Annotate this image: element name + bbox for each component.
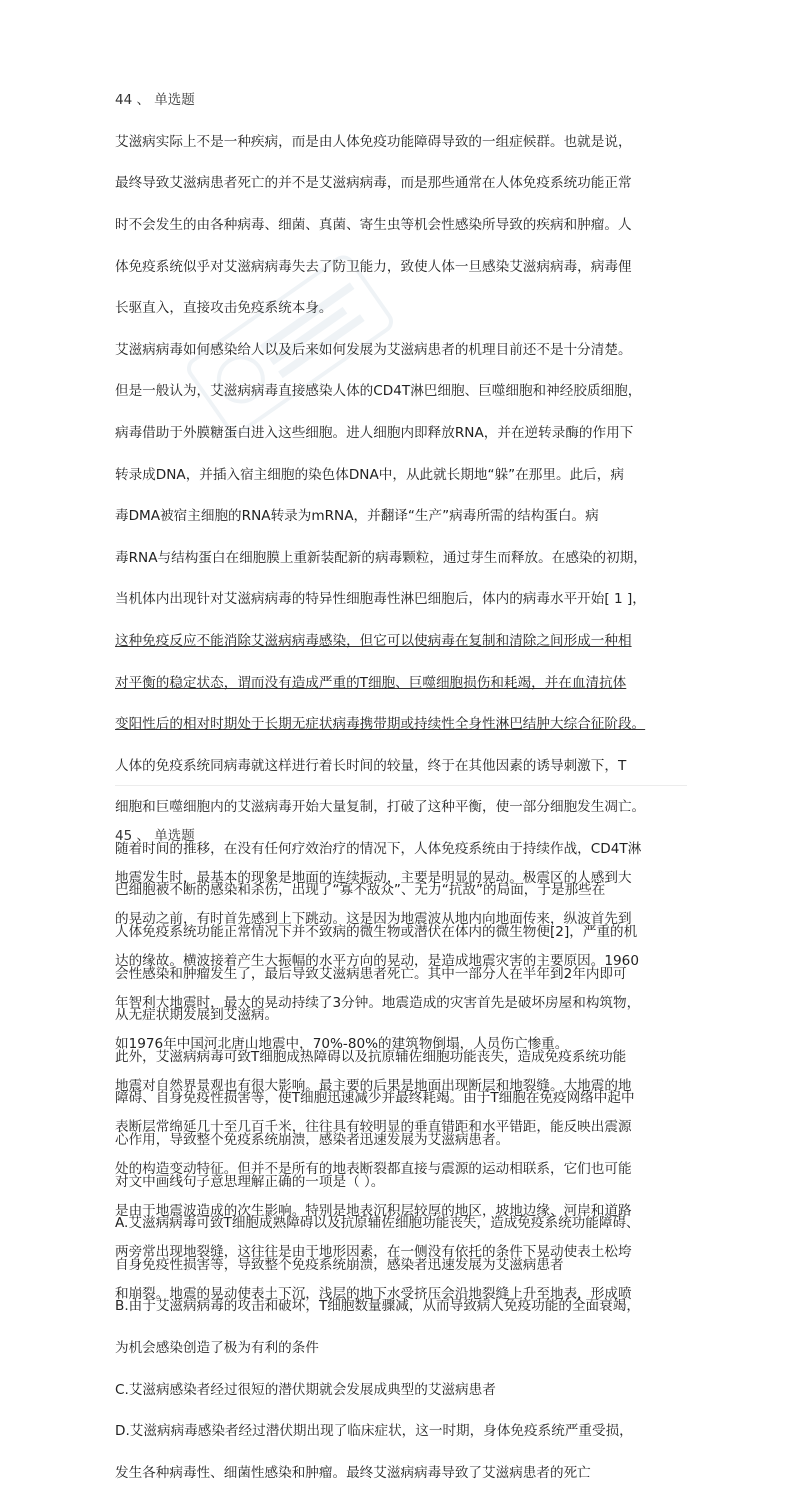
q44-line: 此外，艾滋病病毒可致T细胞成热障碍以及抗原辅佐细胞功能丧失，造成免疫系统功能: [115, 1048, 627, 1065]
question-45-header: 45 、 单选题: [115, 828, 195, 844]
q44-line: 病毒借助于外膜糖蛋白进入这些细胞。进人细胞内即释放RNA，并在逆转录酶的作用下: [115, 424, 634, 441]
q45-line: 地震发生时，最基本的现象是地面的连续振动，主要是明显的晃动。极震区的人感到大: [115, 869, 632, 886]
q44-line: 人体的免疫系统同病毒就这样进行着长时间的较量，终于在其他因素的诱导刺激下，T: [115, 757, 627, 774]
q45-line: 两旁常出现地裂缝，这往往是由于地形因素，在一侧没有依托的条件下晃动使表土松垮: [115, 1244, 632, 1261]
q44-line: 从无症状期发展到艾滋病。: [115, 1007, 279, 1024]
q44-line: 艾滋病实际上不是一种疾病，而是由人体免疫功能障碍导致的一组症候群。也就是说，: [115, 133, 632, 150]
q44-line: 但是一般认为，艾滋病病毒直接感染人体的CD4T淋巴细胞、巨噬细胞和神经胶质细胞，: [115, 383, 642, 400]
q45-line: 地震对自然界景观也有很大影响。最主要的后果是地面出现断层和地裂缝。大地震的地: [115, 1077, 632, 1094]
q44-option-d: D.艾滋病病毒感染者经过潜伏期出现了临床症状，这一时期，身体免疫系统严重受损，: [115, 1423, 633, 1440]
question-divider: [115, 785, 687, 786]
q44-line: 随着时间的推移，在没有任何疗效治疗的情况下，人体免疫系统由于持续作战，CD4T淋: [115, 840, 642, 857]
q44-underlined-line: 变阳性后的相对时期处于长期无症状病毒携带期或持续性全身性淋巴结肿大综合征阶段。: [115, 716, 646, 733]
q44-line: 人体免疫系统功能正常情况下并不致病的微生物或潜伏在体内的微生物便[2]，严重的机: [115, 924, 638, 941]
q45-line: 处的构造变动特征。但并不是所有的地表断裂都直接与震源的运动相联系，它们也可能: [115, 1160, 632, 1177]
q44-line: 心作用，导致整个免疫系统崩溃，感染者迅速发展为艾滋病患者。: [115, 1132, 510, 1149]
q44-line: 毒DMA被宿主细胞的RNA转录为mRNA，并翻译“生产”病毒所需的结构蛋白。病: [115, 508, 599, 525]
q44-line: 体免疫系统似乎对艾滋病病毒失去了防卫能力，致使人体一旦感染艾滋病病毒，病毒俚: [115, 258, 632, 275]
q44-line: 障碍、自身免疫性损害等，使T细胞迅速减少并最终耗竭。由于T细胞在免疫网络中起中: [115, 1090, 635, 1107]
q44-line: 最终导致艾滋病患者死亡的并不是艾滋病病毒，而是那些通常在人体免疫系统功能正常: [115, 175, 632, 192]
q45-line: 达的缘故。横波接着产生大振幅的水平方向的晃动，是造成地震灾害的主要原因。1960: [115, 952, 639, 969]
q44-option-b: 为机会感染创造了极为有利的条件: [115, 1340, 319, 1357]
q45-line: 如1976年中国河北唐山地震中，70%-80%的建筑物倒塌，人员伤亡惨重。: [115, 1036, 569, 1053]
q44-line: 艾滋病病毒如何感染给人以及后来如何发展为艾滋病患者的机理目前还不是十分清楚。: [115, 341, 632, 358]
q44-line: 细胞和巨噬细胞内的艾滋病毒开始大量复制，打破了这种平衡，使一部分细胞发生凋亡。: [115, 799, 646, 816]
q44-line: 长驱直入，直接攻击免疫系统本身。: [115, 300, 333, 317]
q44-option-d: 发生各种病毒性、细菌性感染和肿瘤。最终艾滋病病毒导致了艾滋病患者的死亡: [115, 1464, 591, 1481]
q44-option-b: B.由于艾滋病病毒的攻击和破坏，T细胞数量骤减，从而导致病人免疫功能的全面衰竭，: [115, 1298, 640, 1315]
q44-option-a: A.艾滋病病毒可致T细胞成熟障碍以及抗原辅佐细胞功能丧失，造成免疫系统功能障碍、: [115, 1215, 640, 1232]
q44-line: 毒RNA与结构蛋白在细胞膜上重新装配新的病毒颗粒，通过芽生而释放。在感染的初期，: [115, 549, 647, 566]
q45-line: 表断层常绵延几十至几百千米，往往具有较明显的垂直错距和水平错距，能反映出震源: [115, 1119, 632, 1136]
q44-underlined-line: 对平衡的稳定状态，谓而没有造成严重的T细胞、巨噬细胞损伤和耗竭，并在血清抗体: [115, 674, 627, 691]
question-44-header: 44 、 单选题: [115, 92, 195, 108]
q44-line: 时不会发生的由各种病毒、细菌、真菌、寄生虫等机会性感染所导致的疾病和肿瘤。人: [115, 216, 632, 233]
q44-underlined-line: 这种免疫反应不能消除艾滋病病毒感染，但它可以使病毒在复制和清除之间形成一种相: [115, 632, 632, 649]
q44-option-a: 自身免疫性损害等，导致整个免疫系统崩溃，感染者迅速发展为艾滋病患者: [115, 1256, 564, 1273]
q45-line: 和崩裂。地震的晃动使表土下沉，浅层的地下水受挤压会沿地裂缝上升至地表，形成喷: [115, 1285, 632, 1302]
q44-line: 转录成DNA，并插入宿主细胞的染色体DNA中，从此就长期地“躲”在那里。此后，病: [115, 466, 624, 483]
q45-line: 的晃动之前，有时首先感到上下跳动。这是因为地震波从地内向地面传来，纵波首先到: [115, 911, 632, 928]
q45-line: 是由于地震波造成的次生影响。特别是地表沉积层较厚的地区，坡地边缘、河岸和道路: [115, 1202, 632, 1219]
q44-option-c: C.艾滋病感染者经过很短的潜伏期就会发展成典型的艾滋病患者: [115, 1381, 496, 1398]
q44-line: 巴细胞被不断的感染和杀伤，出现了“寡不敌众”、无力“抗敌”的局面，于是那些在: [115, 882, 606, 899]
q44-line: 当机体内出现针对艾滋病病毒的特异性细胞毒性淋巴细胞后，体内的病毒水平开始[ 1 ]，: [115, 591, 646, 608]
q44-line: 会性感染和肿瘤发生了，最后导致艾滋病患者死亡。其中一部分人在半年到2年内即可: [115, 965, 627, 982]
q44-question-stem: 对文中画线句子意思理解正确的一项是（ ）。: [115, 1173, 385, 1190]
question-45-body: [115, 847, 687, 1325]
q45-line: 年智利大地震时，最大的晃动持续了3分钟。地震造成的灾害首先是破坏房屋和构筑物，: [115, 994, 641, 1011]
